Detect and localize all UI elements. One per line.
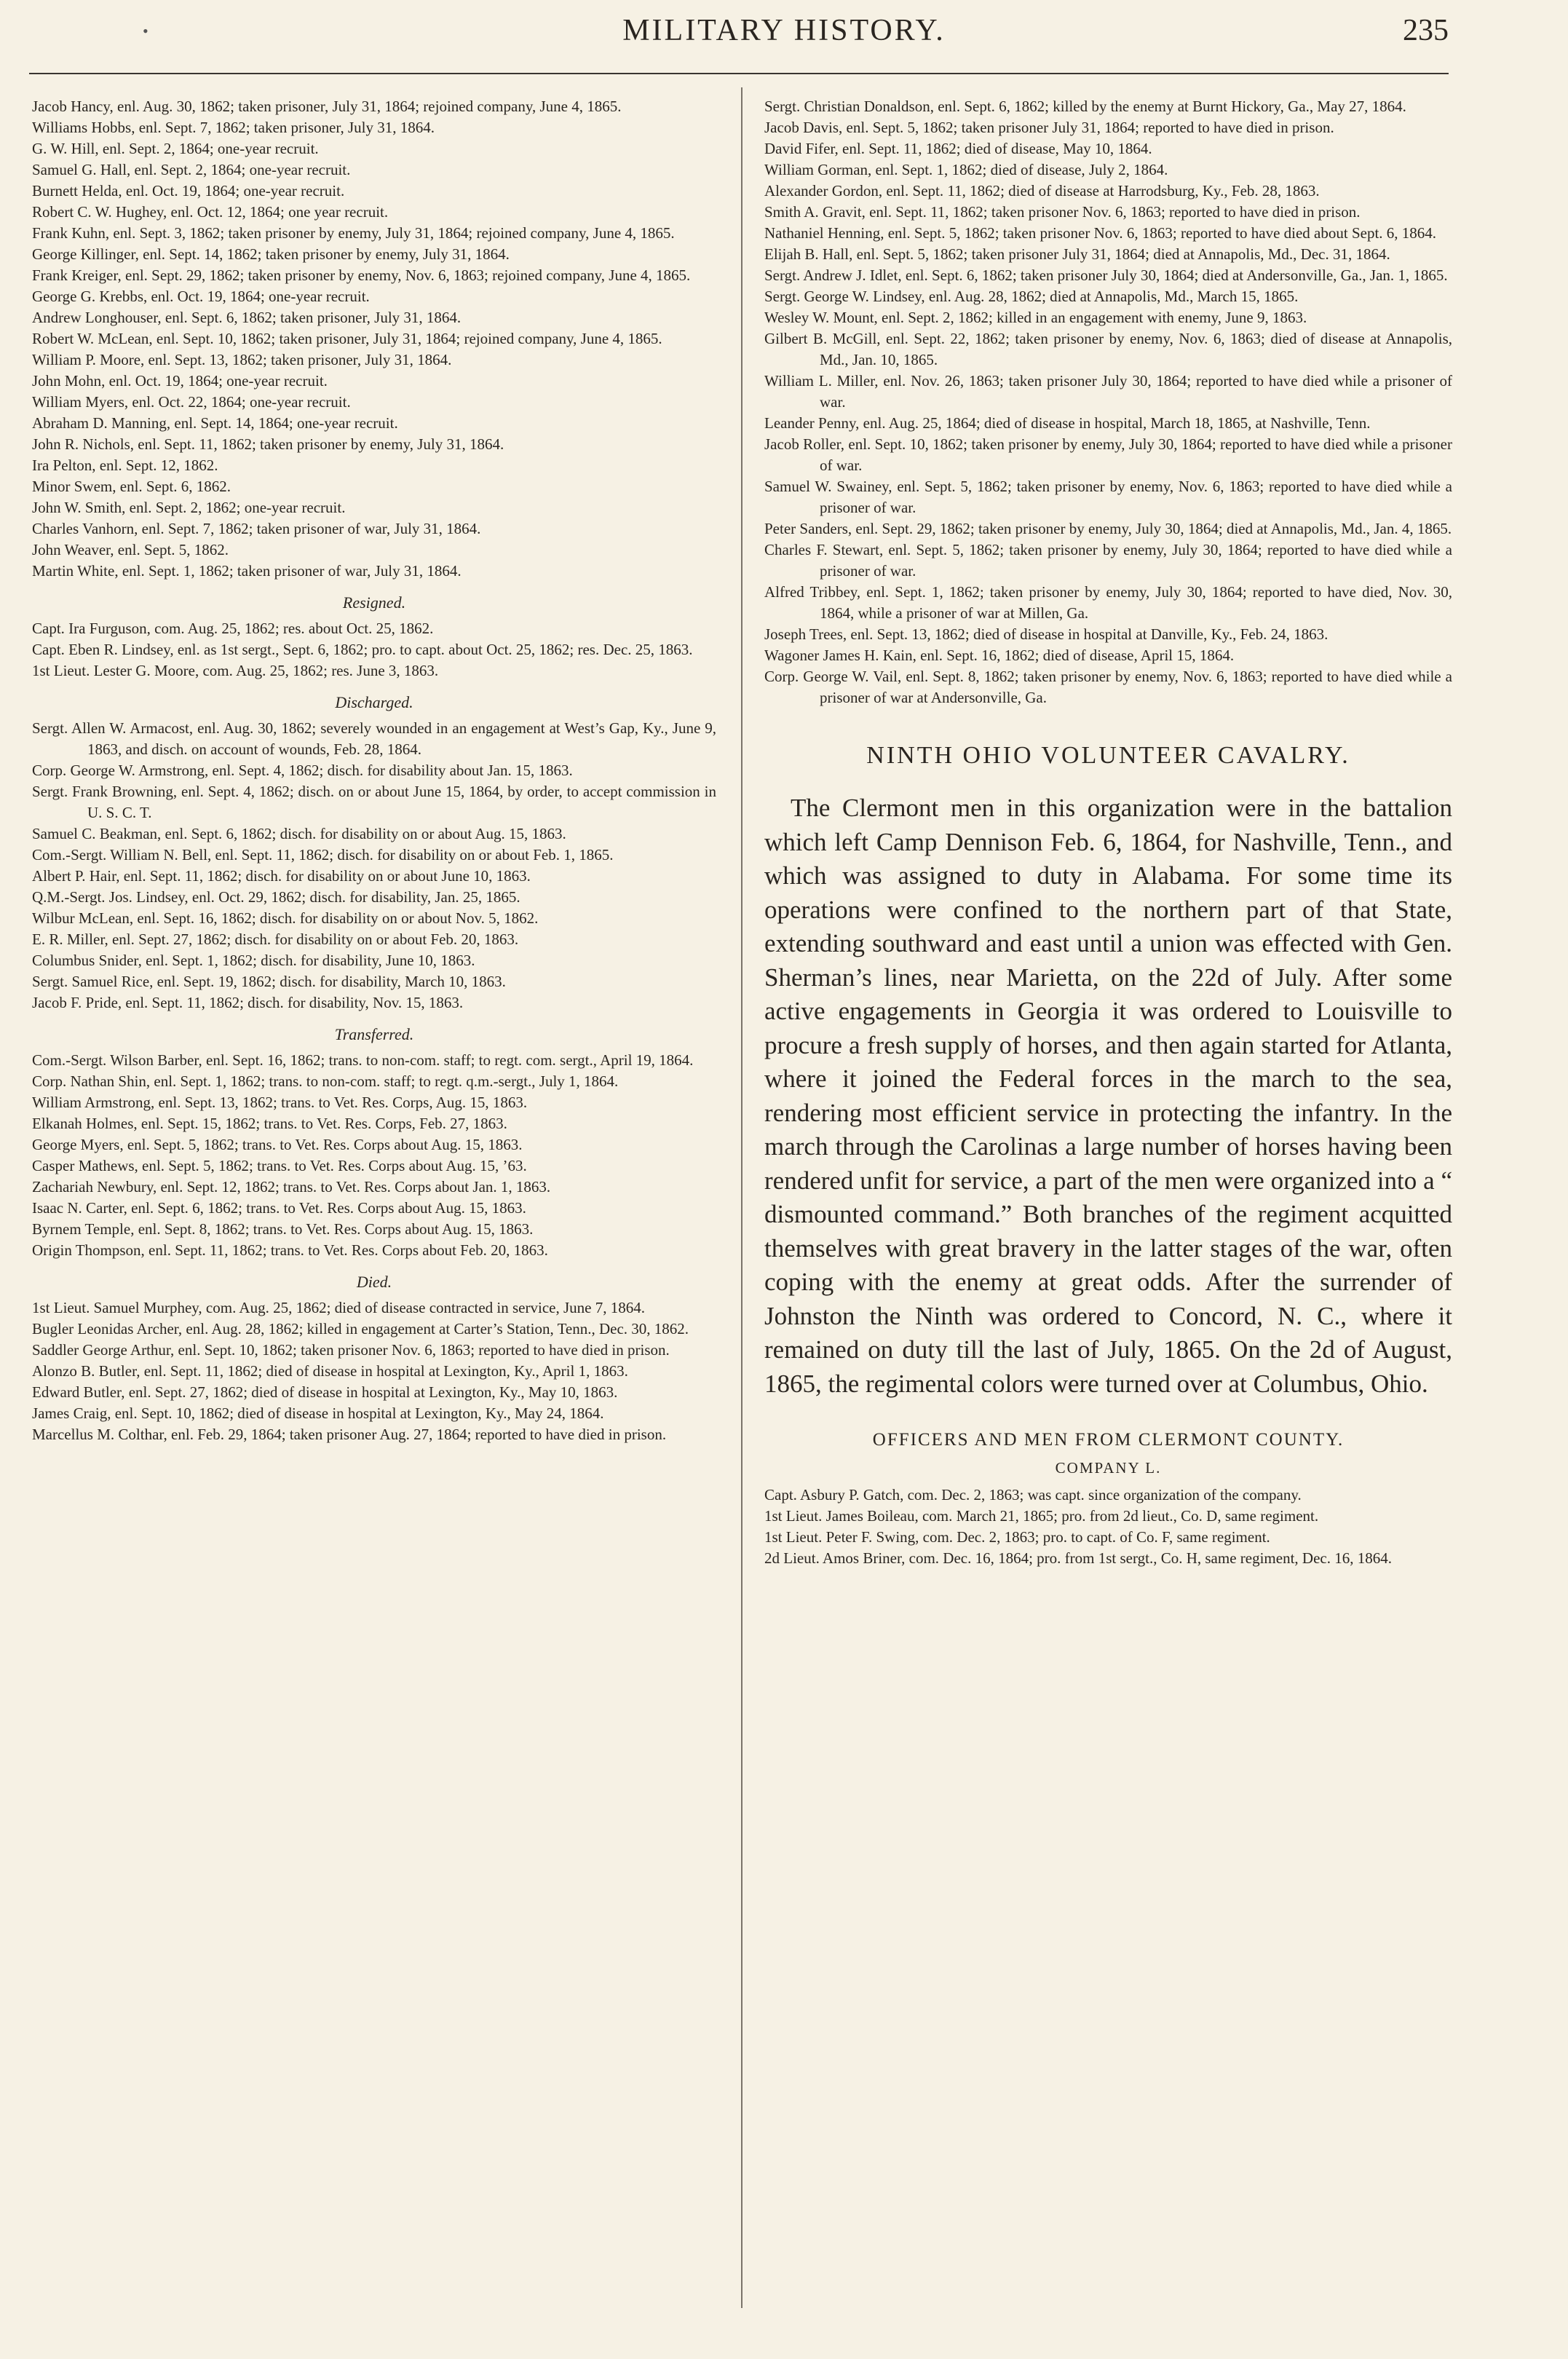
roster-entry: Charles F. Stewart, enl. Sept. 5, 1862; taken prisoner by enemy, July 30, 1864; reported to have died while a prisoner of war. bbox=[764, 541, 1452, 580]
transferred-heading: Transferred. bbox=[334, 1025, 414, 1043]
roster-entry: Zachariah Newbury, enl. Sept. 12, 1862; trans. to Vet. Res. Corps about Jan. 1, 1863. bbox=[32, 1178, 551, 1196]
roster-entry: Robert C. W. Hughey, enl. Oct. 12, 1864; one year recruit. bbox=[32, 203, 389, 221]
company-roster bbox=[764, 1485, 1452, 1569]
roster-entry: Jacob F. Pride, enl. Sept. 11, 1862; disch. for disability, Nov. 15, 1863. bbox=[32, 994, 464, 1011]
roster-entry: G. W. Hill, enl. Sept. 2, 1864; one-year recruit. bbox=[32, 140, 319, 157]
roster-entry: William Myers, enl. Oct. 22, 1864; one-year recruit. bbox=[32, 393, 351, 411]
header-rule bbox=[29, 73, 1449, 74]
roster-entry: Casper Mathews, enl. Sept. 5, 1862; trans. to Vet. Res. Corps about Aug. 15, ’63. bbox=[32, 1157, 527, 1174]
roster-entry: Marcellus M. Colthar, enl. Feb. 29, 1864; taken prisoner Aug. 27, 1864; reported to have died in prison. bbox=[32, 1426, 667, 1443]
resigned-heading: Resigned. bbox=[342, 593, 406, 612]
roster-entry: Jacob Hancy, enl. Aug. 30, 1862; taken prisoner, July 31, 1864; rejoined company, June 4, 1865. bbox=[32, 98, 622, 115]
left-column bbox=[32, 96, 716, 1445]
roster-entry: Sergt. Christian Donaldson, enl. Sept. 6, 1862; killed by the enemy at Burnt Hickory, Ga., May 27, 1864. bbox=[764, 98, 1406, 115]
roster-entry: William P. Moore, enl. Sept. 13, 1862; taken prisoner, July 31, 1864. bbox=[32, 351, 452, 368]
roster-entry: Nathaniel Henning, enl. Sept. 5, 1862; taken prisoner Nov. 6, 1863; reported to have died about Sept. 6, 1864. bbox=[764, 224, 1437, 242]
roster-entry: Corp. Nathan Shin, enl. Sept. 1, 1862; trans. to non-com. staff; to regt. q.m.-sergt., July 1, 1864. bbox=[32, 1072, 619, 1090]
roster-entry: Jacob Roller, enl. Sept. 10, 1862; taken prisoner by enemy, July 30, 1864; reported to have died while a prisoner of war. bbox=[764, 435, 1452, 474]
roster-entry: John Weaver, enl. Sept. 5, 1862. bbox=[32, 541, 229, 558]
roster-entry: Jacob Davis, enl. Sept. 5, 1862; taken prisoner July 31, 1864; reported to have died in prison. bbox=[764, 119, 1334, 136]
died-heading: Died. bbox=[356, 1273, 392, 1291]
roster-entry: Wesley W. Mount, enl. Sept. 2, 1862; killed in an engagement with enemy, June 9, 1863. bbox=[764, 309, 1307, 326]
roster-entry: Peter Sanders, enl. Sept. 29, 1862; taken prisoner by enemy, July 30, 1864; died at Annapolis, Md., Jan. 4, 1865. bbox=[764, 520, 1452, 537]
running-title: MILITARY HISTORY. bbox=[622, 14, 946, 47]
roster-entry: Leander Penny, enl. Aug. 25, 1864; died of disease in hospital, March 18, 1865, at Nashville, Tenn. bbox=[764, 414, 1371, 432]
roster-entry: Albert P. Hair, enl. Sept. 11, 1862; disch. for disability on or about June 10, 1863. bbox=[32, 867, 531, 885]
roster-entry: Frank Kuhn, enl. Sept. 3, 1862; taken prisoner by enemy, July 31, 1864; rejoined company, June 4, 1865. bbox=[32, 224, 675, 242]
roster-entry: William Gorman, enl. Sept. 1, 1862; died of disease, July 2, 1864. bbox=[764, 161, 1168, 178]
roster-entry: Smith A. Gravit, enl. Sept. 11, 1862; taken prisoner Nov. 6, 1863; reported to have died in prison. bbox=[764, 203, 1361, 221]
roster-entry: Elijah B. Hall, enl. Sept. 5, 1862; taken prisoner July 31, 1864; died at Annapolis, Md., Dec. 31, 1864. bbox=[764, 245, 1390, 263]
roster-entry: Andrew Longhouser, enl. Sept. 6, 1862; taken prisoner, July 31, 1864. bbox=[32, 309, 462, 326]
resigned-list bbox=[32, 618, 716, 681]
roster-entry: Corp. George W. Vail, enl. Sept. 8, 1862; taken prisoner by enemy, Nov. 6, 1863; reported to have died while a prisoner of war at Andersonville, Ga. bbox=[764, 668, 1452, 706]
transferred-list bbox=[32, 1050, 716, 1261]
roster-entry: Q.M.-Sergt. Jos. Lindsey, enl. Oct. 29, 1862; disch. for disability, Jan. 25, 1865. bbox=[32, 888, 520, 906]
roster-entry: Alfred Tribbey, enl. Sept. 1, 1862; taken prisoner by enemy, July 30, 1864; reported to have died, Nov. 30, 1864, while a prisoner of war at Millen, Ga. bbox=[764, 583, 1452, 622]
roster-entry: Elkanah Holmes, enl. Sept. 15, 1862; trans. to Vet. Res. Corps, Feb. 27, 1863. bbox=[32, 1115, 507, 1132]
right-column bbox=[764, 96, 1452, 1569]
roster-entry: George G. Krebbs, enl. Oct. 19, 1864; one-year recruit. bbox=[32, 288, 370, 305]
roster-entry: George Killinger, enl. Sept. 14, 1862; taken prisoner by enemy, July 31, 1864. bbox=[32, 245, 510, 263]
page-number: 235 bbox=[1403, 14, 1449, 47]
roster-entry: Columbus Snider, enl. Sept. 1, 1862; disch. for disability, June 10, 1863. bbox=[32, 952, 475, 969]
roster-entry: William L. Miller, enl. Nov. 26, 1863; taken prisoner July 30, 1864; reported to have died while a prisoner of war. bbox=[764, 372, 1452, 411]
column-divider bbox=[741, 87, 743, 2308]
roster-entry: Samuel C. Beakman, enl. Sept. 6, 1862; disch. for disability on or about Aug. 15, 1863. bbox=[32, 825, 566, 842]
roster-entry: Capt. Eben R. Lindsey, enl. as 1st sergt., Sept. 6, 1862; pro. to capt. about Oct. 25, 1862; res. Dec. 25, 1863. bbox=[32, 641, 693, 658]
page-header bbox=[0, 10, 1568, 54]
roster-entry: Samuel G. Hall, enl. Sept. 2, 1864; one-year recruit. bbox=[32, 161, 351, 178]
roster-entry: Alonzo B. Butler, enl. Sept. 11, 1862; died of disease in hospital at Lexington, Ky., April 1, 1863. bbox=[32, 1362, 628, 1380]
roster-entry: Isaac N. Carter, enl. Sept. 6, 1862; trans. to Vet. Res. Corps about Aug. 15, 1863. bbox=[32, 1199, 526, 1217]
roster-entry: Sergt. George W. Lindsey, enl. Aug. 28, 1862; died at Annapolis, Md., March 15, 1865. bbox=[764, 288, 1299, 305]
roster-entry: Wagoner James H. Kain, enl. Sept. 16, 1862; died of disease, April 15, 1864. bbox=[764, 647, 1235, 664]
cavalry-history-paragraph: The Clermont men in this organization were in the battalion which left Camp Dennison Feb. 6, 1864, for Nashville, Tenn., and which was assigned to duty in Alabama. For some time its operations were confined to the northern part of that State, extending southward and east until a union was effected with Gen. Sherman’s lines, near Marietta, on the 22d of July. After some active engagements in Georgia it was ordered to Louisville to procure a fresh supply of horses, and then again started for Atlanta, where it joined the Federal forces in the march to the sea, rendering most efficient service in protecting the infantry. In the march through the Carolinas a large number of horses having been rendered unfit for service, a part of the men were organized into a “ dismounted command.” Both branches of the regiment acquitted themselves with great bravery in the latter stages of the war, often coping with the enemy at great odds. After the surrender of Johnston the Ninth was ordered to Concord, N. C., where it remained on duty till the last of July, 1865. On the 2d of August, 1865, the regimental colors were turned over at Columbus, Ohio. bbox=[764, 794, 1452, 1398]
roster-entry: Samuel W. Swainey, enl. Sept. 5, 1862; taken prisoner by enemy, Nov. 6, 1863; reported to have died while a prisoner of war. bbox=[764, 478, 1452, 516]
roster-entry: Ira Pelton, enl. Sept. 12, 1862. bbox=[32, 457, 218, 474]
roster-entry: 1st Lieut. Samuel Murphey, com. Aug. 25, 1862; died of disease contracted in service, June 7, 1864. bbox=[32, 1299, 645, 1316]
roster-entry: Sergt. Allen W. Armacost, enl. Aug. 30, 1862; severely wounded in an engagement at West’s Gap, Ky., June 9, 1863, and disch. on account of wounds, Feb. 28, 1864. bbox=[32, 719, 716, 758]
roster-entry: Sergt. Frank Browning, enl. Sept. 4, 1862; disch. on or about June 15, 1864, by order, to accept commission in U. S. C. T. bbox=[32, 783, 716, 821]
discharged-list bbox=[32, 718, 716, 1013]
roster-entry: 1st Lieut. James Boileau, com. March 21, 1865; pro. from 2d lieut., Co. D, same regiment. bbox=[764, 1507, 1319, 1525]
roster-entry: Capt. Asbury P. Gatch, com. Dec. 2, 1863; was capt. since organization of the company. bbox=[764, 1486, 1302, 1503]
roster-entry: Alexander Gordon, enl. Sept. 11, 1862; died of disease at Harrodsburg, Ky., Feb. 28, 1863. bbox=[764, 182, 1320, 199]
roster-entry: Minor Swem, enl. Sept. 6, 1862. bbox=[32, 478, 231, 495]
cavalry-section-title: NINTH OHIO VOLUNTEER CAVALRY. bbox=[866, 742, 1350, 769]
roster-entry: James Craig, enl. Sept. 10, 1862; died of disease in hospital at Lexington, Ky., May 24, 1864. bbox=[32, 1404, 604, 1422]
roster-entry: Frank Kreiger, enl. Sept. 29, 1862; taken prisoner by enemy, Nov. 6, 1863; rejoined company, June 4, 1865. bbox=[32, 266, 691, 284]
roster-entry: 1st Lieut. Peter F. Swing, com. Dec. 2, 1863; pro. to capt. of Co. F, same regiment. bbox=[764, 1528, 1270, 1546]
roster-entry: Saddler George Arthur, enl. Sept. 10, 1862; taken prisoner Nov. 6, 1863; reported to have died in prison. bbox=[32, 1341, 670, 1359]
roster-entry: William Armstrong, enl. Sept. 13, 1862; trans. to Vet. Res. Corps, Aug. 15, 1863. bbox=[32, 1094, 528, 1111]
discharged-heading: Discharged. bbox=[335, 693, 413, 711]
roster-entry: Corp. George W. Armstrong, enl. Sept. 4, 1862; disch. for disability about Jan. 15, 1863. bbox=[32, 762, 573, 779]
roster-entry: John R. Nichols, enl. Sept. 11, 1862; taken prisoner by enemy, July 31, 1864. bbox=[32, 435, 504, 453]
officers-heading: OFFICERS AND MEN FROM CLERMONT COUNTY. bbox=[872, 1430, 1345, 1450]
died-list bbox=[32, 1297, 716, 1445]
roster-entry: 2d Lieut. Amos Briner, com. Dec. 16, 1864; pro. from 1st sergt., Co. H, same regiment, Dec. 16, 1864. bbox=[764, 1549, 1392, 1567]
roster-entry: Capt. Ira Furguson, com. Aug. 25, 1862; res. about Oct. 25, 1862. bbox=[32, 620, 434, 637]
roster-entry: Martin White, enl. Sept. 1, 1862; taken prisoner of war, July 31, 1864. bbox=[32, 562, 462, 580]
ornament-dot: • bbox=[143, 22, 149, 40]
roster-entry: Sergt. Andrew J. Idlet, enl. Sept. 6, 1862; taken prisoner July 30, 1864; died at Andersonville, Ga., Jan. 1, 1865. bbox=[764, 266, 1448, 284]
roster-entry: Robert W. McLean, enl. Sept. 10, 1862; taken prisoner, July 31, 1864; rejoined company, June 4, 1865. bbox=[32, 330, 662, 347]
roster-entry: David Fifer, enl. Sept. 11, 1862; died of disease, May 10, 1864. bbox=[764, 140, 1152, 157]
roster-list bbox=[32, 96, 716, 582]
roster-entry: Gilbert B. McGill, enl. Sept. 22, 1862; taken prisoner by enemy, Nov. 6, 1863; died of disease at Annapolis, Md., Jan. 10, 1865. bbox=[764, 330, 1452, 368]
died-list-continued bbox=[764, 96, 1452, 708]
roster-entry: E. R. Miller, enl. Sept. 27, 1862; disch. for disability on or about Feb. 20, 1863. bbox=[32, 930, 519, 948]
roster-entry: Byrnem Temple, enl. Sept. 8, 1862; trans. to Vet. Res. Corps about Aug. 15, 1863. bbox=[32, 1220, 534, 1238]
roster-entry: Bugler Leonidas Archer, enl. Aug. 28, 1862; killed in engagement at Carter’s Station, Tenn., Dec. 30, 1862. bbox=[32, 1320, 689, 1337]
roster-entry: Sergt. Samuel Rice, enl. Sept. 19, 1862; disch. for disability, March 10, 1863. bbox=[32, 973, 506, 990]
roster-entry: John W. Smith, enl. Sept. 2, 1862; one-year recruit. bbox=[32, 499, 346, 516]
roster-entry: Edward Butler, enl. Sept. 27, 1862; died of disease in hospital at Lexington, Ky., May 10, 1863. bbox=[32, 1383, 618, 1401]
roster-entry: Com.-Sergt. Wilson Barber, enl. Sept. 16, 1862; trans. to non-com. staff; to regt. com. sergt., April 19, 1864. bbox=[32, 1051, 694, 1069]
roster-entry: Abraham D. Manning, enl. Sept. 14, 1864; one-year recruit. bbox=[32, 414, 398, 432]
roster-entry: Williams Hobbs, enl. Sept. 7, 1862; taken prisoner, July 31, 1864. bbox=[32, 119, 435, 136]
company-heading: COMPANY L. bbox=[1055, 1459, 1162, 1477]
roster-entry: 1st Lieut. Lester G. Moore, com. Aug. 25, 1862; res. June 3, 1863. bbox=[32, 662, 439, 679]
roster-entry: Com.-Sergt. William N. Bell, enl. Sept. 11, 1862; disch. for disability on or about Feb. 1, 1865. bbox=[32, 846, 614, 864]
roster-entry: Charles Vanhorn, enl. Sept. 7, 1862; taken prisoner of war, July 31, 1864. bbox=[32, 520, 481, 537]
roster-entry: Burnett Helda, enl. Oct. 19, 1864; one-year recruit. bbox=[32, 182, 345, 199]
roster-entry: Origin Thompson, enl. Sept. 11, 1862; trans. to Vet. Res. Corps about Feb. 20, 1863. bbox=[32, 1241, 548, 1259]
roster-entry: Joseph Trees, enl. Sept. 13, 1862; died of disease in hospital at Danville, Ky., Feb. 24, 1863. bbox=[764, 625, 1329, 643]
roster-entry: John Mohn, enl. Oct. 19, 1864; one-year recruit. bbox=[32, 372, 328, 390]
roster-entry: George Myers, enl. Sept. 5, 1862; trans. to Vet. Res. Corps about Aug. 15, 1863. bbox=[32, 1136, 523, 1153]
roster-entry: Wilbur McLean, enl. Sept. 16, 1862; disch. for disability on or about Nov. 5, 1862. bbox=[32, 909, 539, 927]
